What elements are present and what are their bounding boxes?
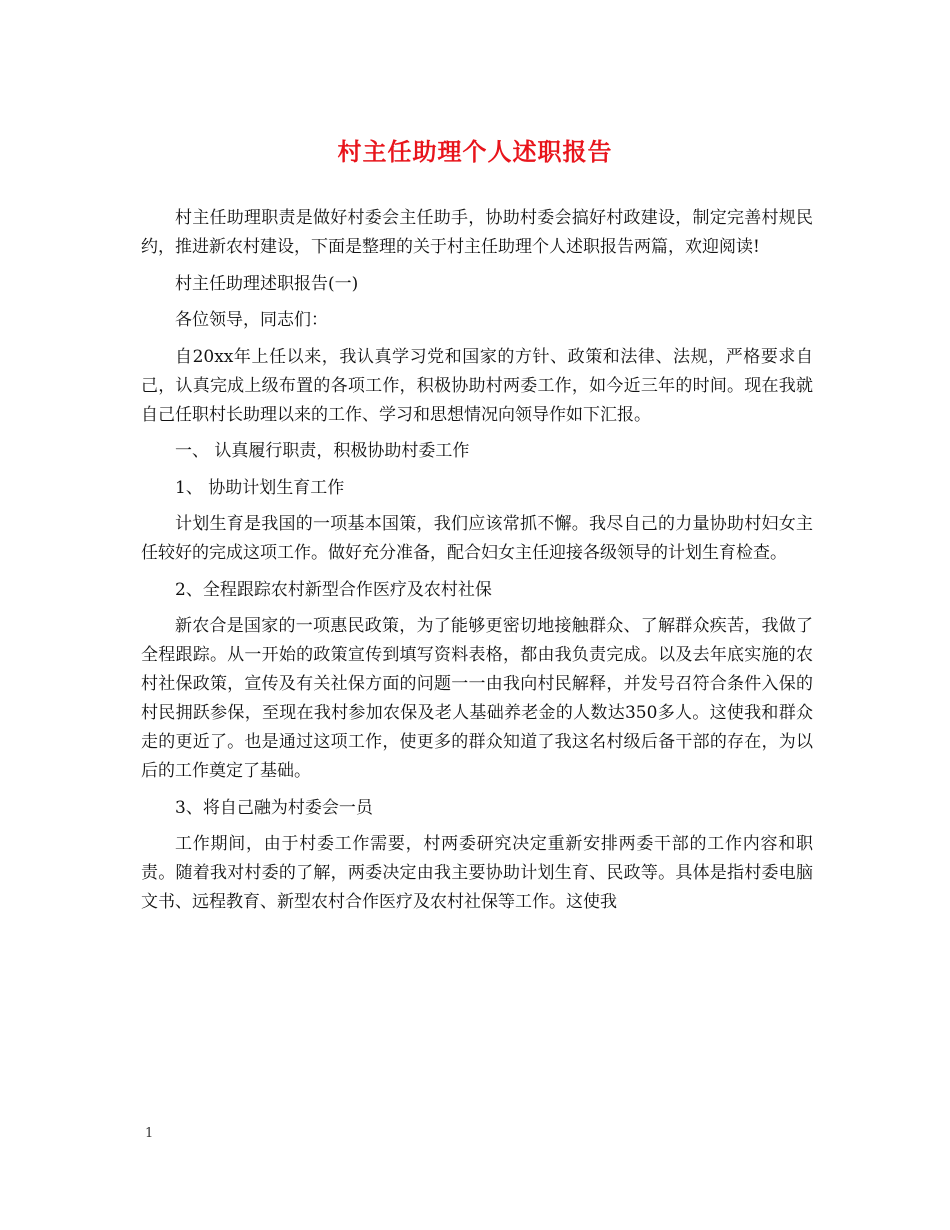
section-heading-1: 一、 认真履行职责，积极协助村委工作 [175,441,470,461]
paragraph-committee-member: 工作期间，由于村委工作需要，村两委研究决定重新安排两委干部的工作内容和职责。随着我对村委的了解，两委决定由我主要协助计划生育、民政等。具体是指村委电脑文书、远程教育、新型农村合作医疗及农村社保等工作。这使我 [141,834,813,912]
subsection-heading-3: 3、将自己融为村委会一员 [175,797,373,818]
document-title: 村主任助理个人述职报告 [337,137,613,166]
document-body [141,204,813,925]
paragraph-salutation: 各位领导，同志们： [175,310,328,330]
paragraph-medical-insurance: 新农合是国家的一项惠民政策，为了能够更密切地接触群众、了解群众疾苦，我做了全程跟踪。从一开始的政策宣传到填写资料表格，都由我负责完成。以及去年底实施的农村社保政策，宣传及有关社保方面的问题一一由我向村民解释，并发号召符合条件入保的村民拥跃参保，至现在我村参加农保及老人基础养老金的人数达350多人。这使我和群众走的更近了。也是通过这项工作，使更多的群众知道了我这名村级后备干部的存在，为以后的工作奠定了基础。 [141,616,813,781]
paragraph-family-planning: 计划生育是我国的一项基本国策，我们应该常抓不懈。我尽自己的力量协助村妇女主任较好的完成这项工作。做好充分准备，配合妇女主任迎接各级领导的计划生育检查。 [141,514,813,563]
subsection-heading-2: 2、全程跟踪农村新型合作医疗及农村社保 [175,579,492,600]
subsection-heading-1: 1、 协助计划生育工作 [175,477,345,498]
paragraph-intro: 村主任助理职责是做好村委会主任助手，协助村委会搞好村政建设，制定完善村规民约，推进新农村建设，下面是整理的关于村主任助理个人述职报告两篇，欢迎阅读! [141,208,813,257]
page-number: 1 [145,1126,154,1141]
paragraph-report-heading: 村主任助理述职报告(一) [175,273,359,294]
paragraph-opening: 自20xx年上任以来，我认真学习党和国家的方针、政策和法律、法规，严格要求自己，认真完成上级布置的各项工作，积极协助村两委工作，如今近三年的时间。现在我就自己任职村长助理以来的工作、学习和思想情况向领导作如下汇报。 [141,346,813,425]
